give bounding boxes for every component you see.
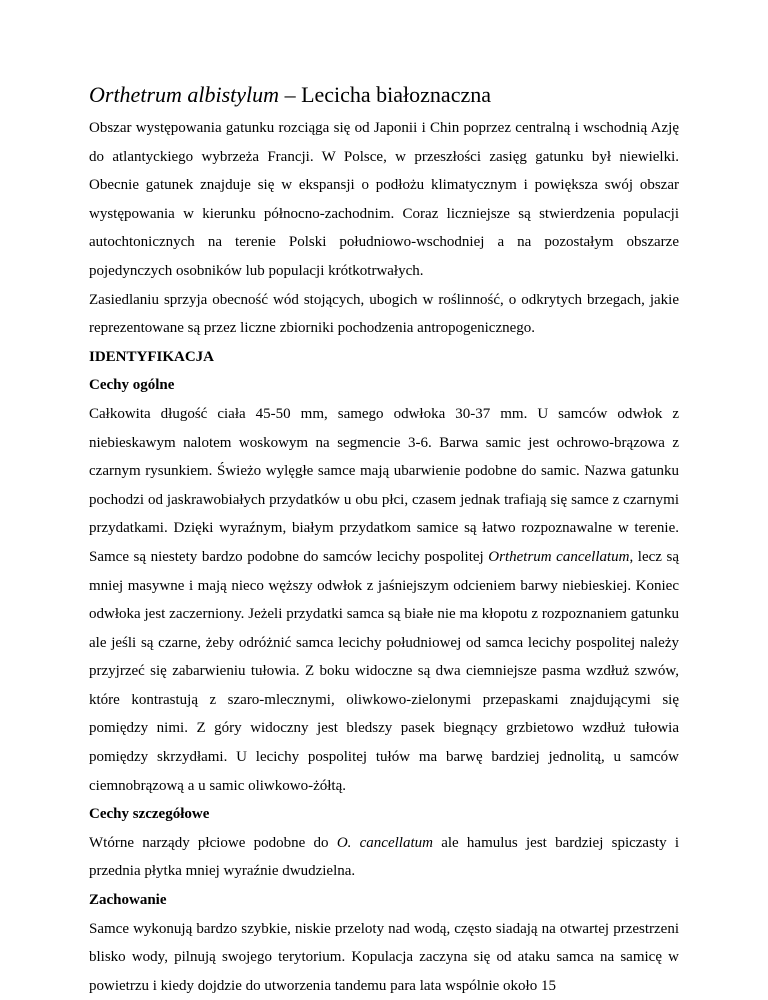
title-latin-name: Orthetrum albistylum: [89, 82, 280, 107]
general-text-1: Całkowita długość ciała 45-50 mm, samego odwłoka 30-37 mm. U samców odwłok z niebieskawym nalotem woskowym na segmencie 3-6. Barwa samic jest ochrowo-brązowa z czarnym rysunkiem. Świeżo wylęgłe samce mają ubarwienie podobne do samic. Nazwa gatunku pochodzi od jaskrawobiałych przydatków u obu płci, czasem jednak trafiają się samce z czarnymi przydatkami. Dzięki wyraźnym, białym przydatkom samice są łatwo rozpoznawalne w terenie. Samce są niestety bardzo podobne do samców lecichy pospolitej: [89, 405, 679, 565]
document-title: [89, 80, 679, 110]
general-features-paragraph: [89, 400, 679, 800]
title-polish-name: Lecicha białoznaczna: [301, 82, 491, 107]
title-separator: –: [279, 82, 302, 107]
distribution-paragraph: Obszar występowania gatunku rozciąga się od Japonii i Chin poprzez centralną i wschodnią Azję do atlantyckiego wybrzeża Francji. W Polsce, w przeszłości zasięg gatunku był niewielki. Obecnie gatunek znajduje się w ekspansji o podłożu klimatycznym i powiększa swój obszar występowania w kierunku północno-zachodnim. Coraz liczniejsze są stwierdzenia populacji autochtonicznych na terenie Polski południowo-wschodniej a na pozostałym obszarze pojedynczych osobników lub populacji krótkotrwałych.: [89, 120, 679, 279]
subheading-behavior: Zachowanie: [89, 892, 167, 909]
document-page: [89, 80, 679, 1000]
species-name-cancellatum: Orthetrum cancellatum: [488, 548, 630, 565]
subheading-detailed-features: Cechy szczegółowe: [89, 806, 210, 823]
habitat-paragraph: Zasiedlaniu sprzyja obecność wód stojących, ubogich w roślinność, o odkrytych brzegach, jakie reprezentowane są przez liczne zbiorniki pochodzenia antropogenicznego.: [89, 291, 679, 337]
section-heading-identification: IDENTYFIKACJA: [89, 348, 215, 365]
detailed-text-1: Wtórne narządy płciowe podobne do: [89, 834, 337, 851]
subheading-general-features: Cechy ogólne: [89, 377, 175, 394]
detailed-text-2: ale hamulus jest bardziej spiczasty i przednia płytka mniej wyraźnie dwudzielna.: [89, 834, 680, 880]
behavior-paragraph: Samce wykonują bardzo szybkie, niskie przeloty nad wodą, często siadają na otwartej przestrzeni blisko wody, pilnują swojego terytorium. Kopulacja zaczyna się od ataku samca na samicę w powietrzu i kiedy dojdzie do utworzenia tandemu para lata wspólnie około 15: [89, 920, 679, 994]
species-abbrev-cancellatum: O. cancellatum: [336, 834, 433, 851]
general-text-2: , lecz są mniej masywne i mają nieco węższy odwłok z jaśniejszym odcieniem barwy niebieskiej. Koniec odwłoka jest zaczerniony. Jeżeli przydatki samca są białe nie ma kłopotu z rozpoznaniem gatunku ale jeśli są czarne, żeby odróżnić samca lecichy południowej od samca lecichy pospolitej należy przyjrzeć się zabarwieniu tułowia. Z boku widoczne są dwa ciemniejsze pasma wzdłuż szwów, które kontrastują z szaro-mlecznymi, oliwkowo-zielonymi przepaskami znajdującymi się pomiędzy nimi. Z góry widoczny jest bledszy pasek biegnący grzbietowo wzdłuż tułowia pomiędzy skrzydłami. U lecichy pospolitej tułów ma barwę bardziej jednolitą, u samców ciemnobrązową a u samic oliwkowo-żółtą.: [89, 548, 679, 794]
detailed-features-paragraph: [89, 829, 679, 886]
